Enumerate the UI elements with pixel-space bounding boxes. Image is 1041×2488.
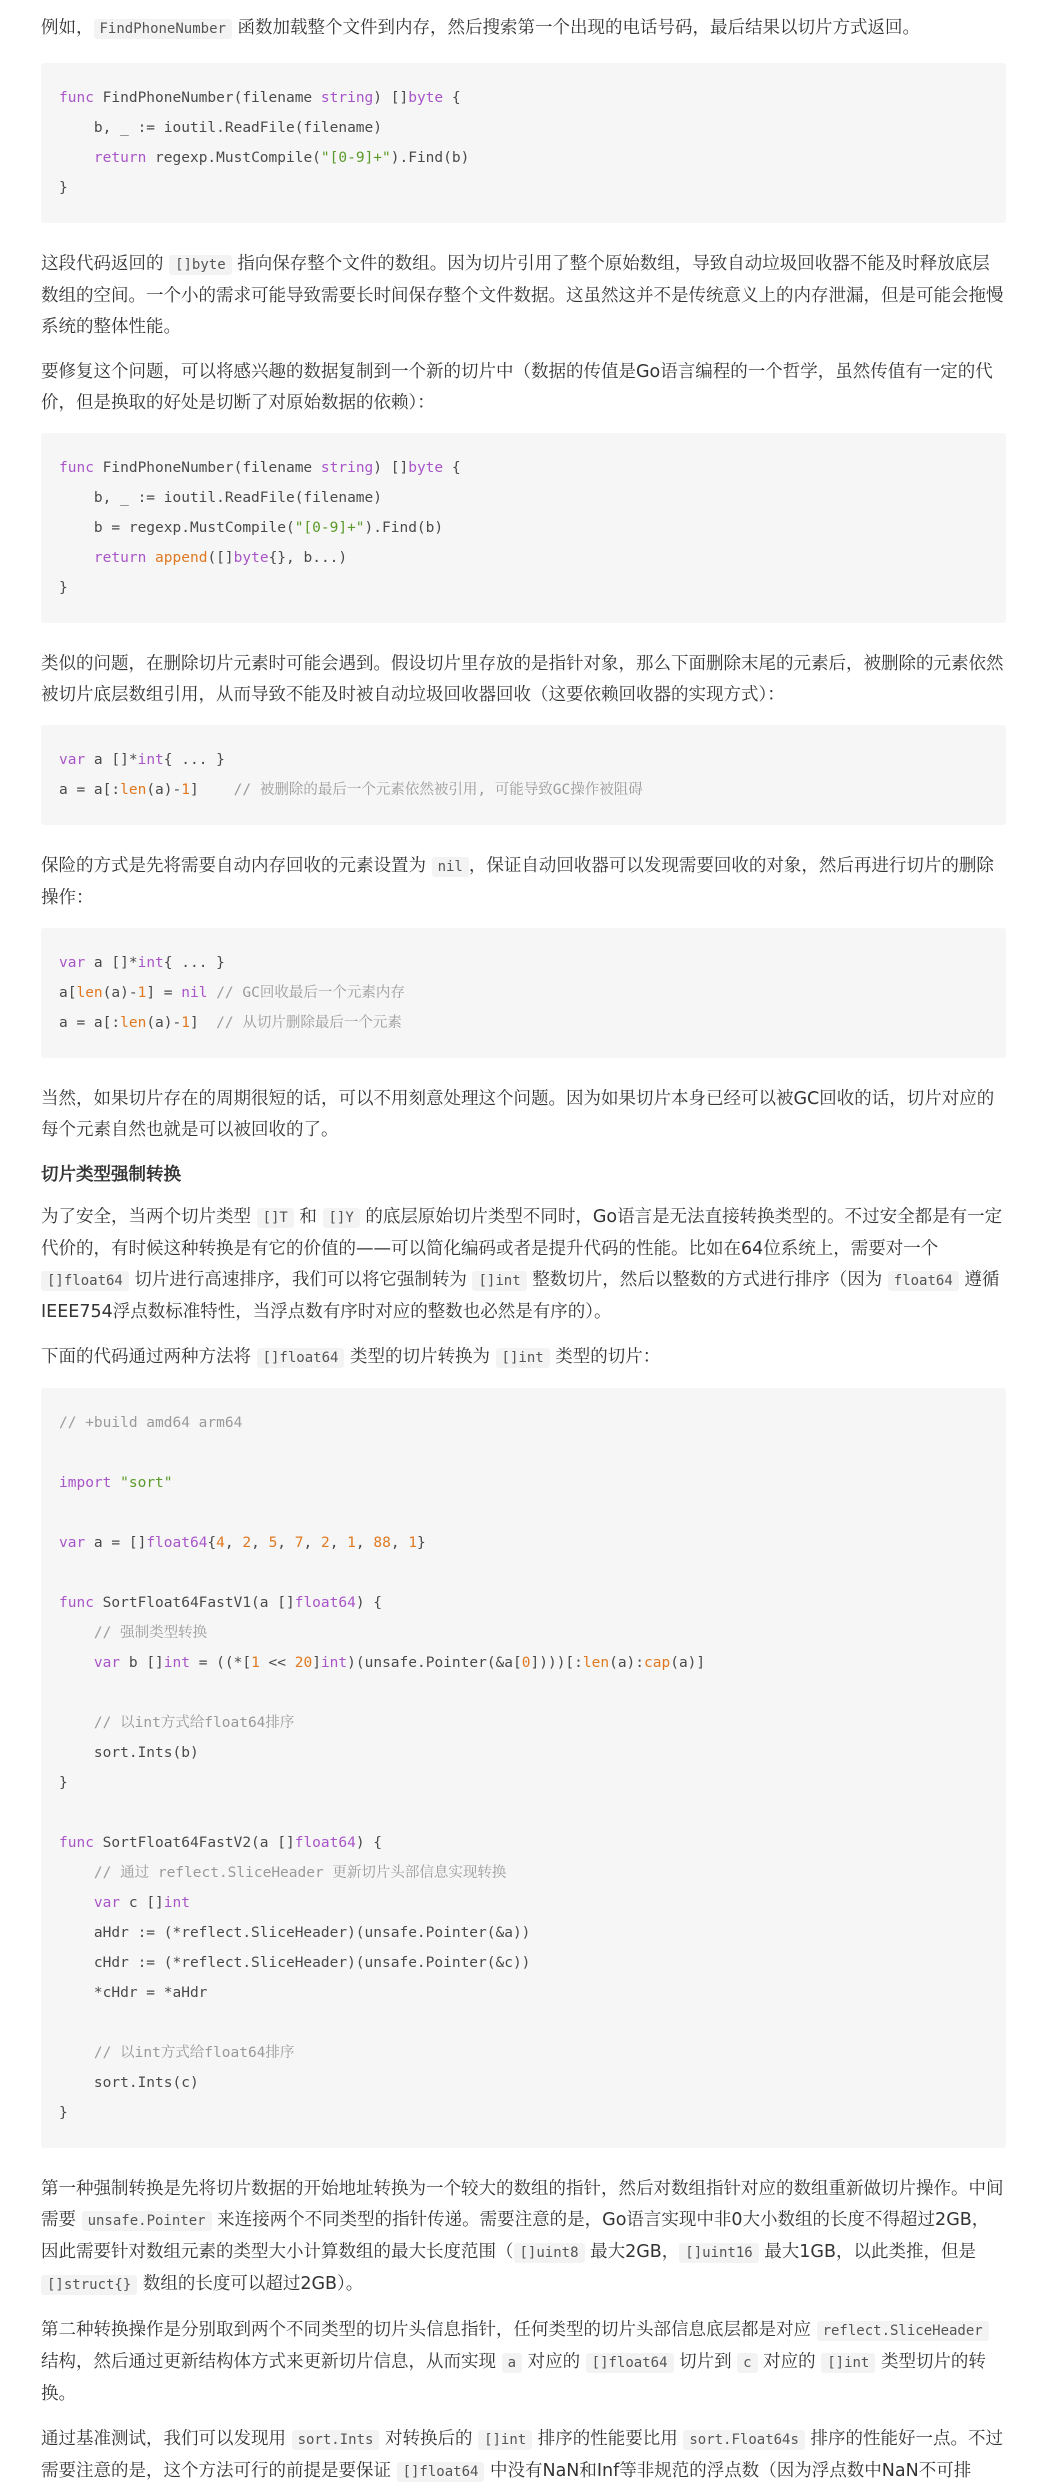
inline-code: FindPhoneNumber <box>94 19 232 39</box>
inline-code: []int <box>472 1271 526 1291</box>
inline-code: []float64 <box>397 2462 485 2482</box>
paragraph-11: 通过基准测试，我们可以发现用 sort.Ints 对转换后的 []int 排序的性能要比用 sort.Float64s 排序的性能好一点。不过需要注意的是，这个方法可行的前提是要保证 []float64 中没有NaN和Inf等非规范的浮点数（因为浮点数中NaN不可排 <box>41 2429 1003 2481</box>
inline-code: reflect.SliceHeader <box>817 2321 989 2341</box>
inline-code: []Y <box>323 1208 360 1228</box>
section-heading: 切片类型强制转换 <box>41 1165 181 1185</box>
inline-code: []byte <box>169 255 232 275</box>
inline-code: []int <box>496 1348 550 1368</box>
paragraph-3: 要修复这个问题，可以将感兴趣的数据复制到一个新的切片中（数据的传值是Go语言编程的一个哲学，虽然传值有一定的代价，但是换取的好处是切断了对原始数据的依赖）： <box>41 362 993 413</box>
inline-code: []uint8 <box>514 2243 585 2263</box>
inline-code: unsafe.Pointer <box>82 2211 212 2231</box>
paragraph-1: 例如， FindPhoneNumber 函数加载整个文件到内存，然后搜索第一个出现的电话号码，最后结果以切片方式返回。 <box>41 18 920 38</box>
inline-code: []int <box>478 2430 532 2450</box>
inline-code: sort.Ints <box>292 2430 380 2450</box>
inline-code: []float64 <box>586 2353 674 2373</box>
code-block-2: func FindPhoneNumber(filename string) []byte { b, _ := ioutil.ReadFile(filename) b = regexp.MustCompile("[0-9]+").Find(b) return append([]byte{}, b...) } <box>41 433 1006 623</box>
code-block-4: var a []*int{ ... } a[len(a)-1] = nil // GC回收最后一个元素内存 a = a[:len(a)-1] // 从切片删除最后一个元素 <box>41 928 1006 1058</box>
inline-code: sort.Float64s <box>683 2430 805 2450</box>
paragraph-2: 这段代码返回的 []byte 指向保存整个文件的数组。因为切片引用了整个原始数组，导致自动垃圾回收器不能及时释放底层数组的空间。一个小的需求可能导致需要长时间保存整个文件数据。这虽然这并不是传统意义上的内存泄漏，但是可能会拖慢系统的整体性能。 <box>41 254 1004 337</box>
inline-code: float64 <box>888 1271 959 1291</box>
paragraph-6: 当然，如果切片存在的周期很短的话，可以不用刻意处理这个问题。因为如果切片本身已经可以被GC回收的话，切片对应的每个元素自然也就是可以被回收的了。 <box>41 1089 995 1140</box>
paragraph-9: 第一种强制转换是先将切片数据的开始地址转换为一个较大的数组的指针，然后对数组指针对应的数组重新做切片操作。中间需要 unsafe.Pointer 来连接两个不同类型的指针传递。需要注意的是，Go语言实现中非0大小数组的长度不得超过2GB，因此需要针对数组元素的类型大小计算数组的最大长度范围（ []uint8 最大2GB， []uint16 最大1GB，以此类推，但是 []struct{} 数组的长度可以超过2GB）。 <box>41 2179 1004 2294</box>
paragraph-7: 为了安全，当两个切片类型 []T 和 []Y 的底层原始切片类型不同时，Go语言是无法直接转换类型的。不过安全都是有一定代价的，有时候这种转换是有它的价值的——可以简化编码或者是提升代码的性能。比如在64位系统上，需要对一个 []float64 切片进行高速排序，我们可以将它强制转为 []int 整数切片，然后以整数的方式进行排序（因为 float64 遵循IEEE754浮点数标准特性，当浮点数有序时对应的整数也必然是有序的）。 <box>41 1207 1003 1322</box>
inline-code: []float64 <box>257 1348 345 1368</box>
paragraph-4: 类似的问题，在删除切片元素时可能会遇到。假设切片里存放的是指针对象，那么下面删除末尾的元素后，被删除的元素依然被切片底层数组引用，从而导致不能及时被自动垃圾回收器回收（这要依赖回收器的实现方式）： <box>41 654 1004 705</box>
paragraph-8: 下面的代码通过两种方法将 []float64 类型的切片转换为 []int 类型的切片： <box>41 1347 661 1367</box>
code-block-3: var a []*int{ ... } a = a[:len(a)-1] // 被删除的最后一个元素依然被引用, 可能导致GC操作被阻碍 <box>41 725 1006 825</box>
inline-code: nil <box>432 857 469 877</box>
inline-code: c <box>737 2353 757 2373</box>
inline-code: []T <box>257 1208 294 1228</box>
inline-code: []uint16 <box>679 2243 758 2263</box>
inline-code: []float64 <box>41 1271 129 1291</box>
paragraph-10: 第二种转换操作是分别取到两个不同类型的切片头信息指针，任何类型的切片头部信息底层都是对应 reflect.SliceHeader 结构，然后通过更新结构体方式来更新切片信息，从而实现 a 对应的 []float64 切片到 c 对应的 []int 类型切片的转换。 <box>41 2315 1006 2410</box>
code-block-5: // +build amd64 arm64 import "sort" var a = []float64{4, 2, 5, 7, 2, 1, 88, 1} func SortFloat64FastV1(a []float64) { // 强制类型转换 var b []int = ((*[1 << 20]int)(unsafe.Pointer(&a[0])))[:len(a):cap(a)] // 以int方式给float64排序 sort.Ints(b) } func SortFloat64FastV2(a []float64) { // 通过 reflect.SliceHeader 更新切片头部信息实现转换 var c []int aHdr := (*reflect.SliceHeader)(unsafe.Pointer(&a)) cHdr := (*reflect.SliceHeader)(unsafe.Pointer(&c)) *cHdr = *aHdr // 以int方式给float64排序 sort.Ints(c) } <box>41 1388 1006 2148</box>
paragraph-5: 保险的方式是先将需要自动内存回收的元素设置为 nil ，保证自动回收器可以发现需要回收的对象，然后再进行切片的删除操作： <box>41 856 994 908</box>
code-block-1: func FindPhoneNumber(filename string) []byte { b, _ := ioutil.ReadFile(filename) return regexp.MustCompile("[0-9]+").Find(b) } <box>41 63 1006 223</box>
inline-code: a <box>502 2353 522 2373</box>
inline-code: []int <box>821 2353 875 2373</box>
inline-code: []struct{} <box>41 2275 137 2295</box>
